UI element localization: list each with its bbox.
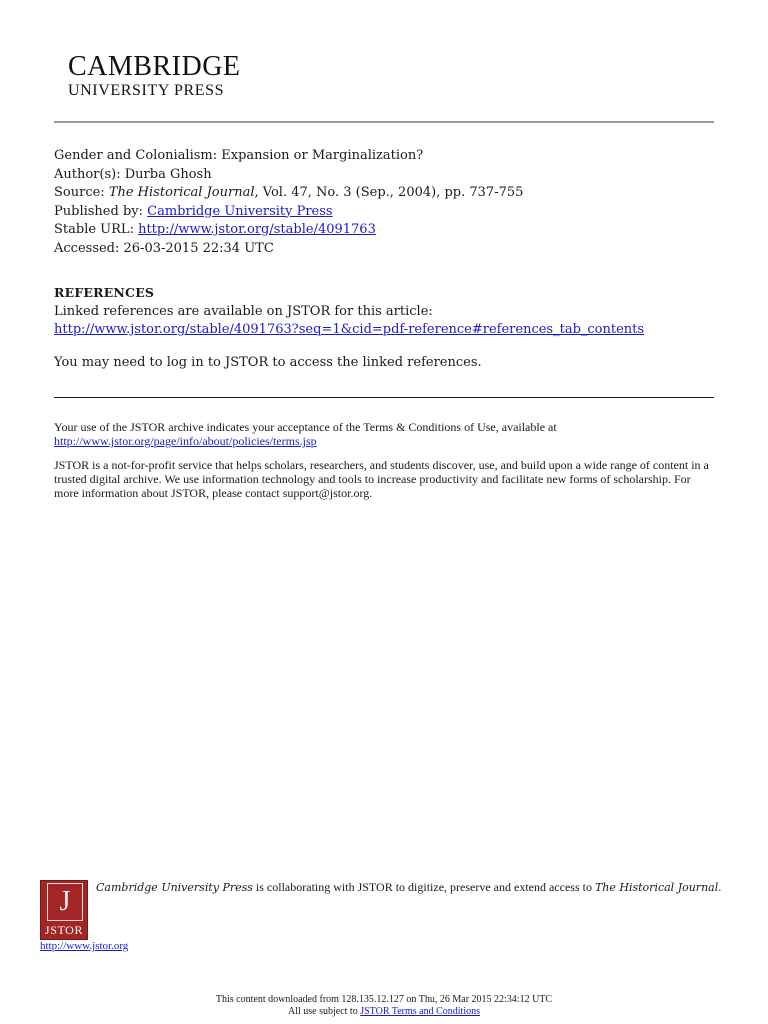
terms-text: Your use of the JSTOR archive indicates your acceptance of the Terms & Conditions of Use, available at (54, 420, 557, 434)
stable-url-row (54, 221, 714, 240)
references-heading: REFERENCES (54, 285, 155, 300)
jstor-logo-text: JSTOR (44, 923, 84, 937)
collab-middle: is collaborating with JSTOR to digitize, preserve and extend access to (252, 880, 595, 894)
middle-divider (54, 397, 714, 398)
source-label: Source: (54, 185, 109, 200)
article-title: Gender and Colonialism: Expansion or Marginalization? (54, 148, 424, 163)
author-row (54, 166, 714, 185)
article-metadata (54, 147, 714, 258)
publisher-link[interactable]: Cambridge University Press (147, 203, 333, 219)
logo-line-university-press: UNIVERSITY PRESS (68, 82, 225, 99)
footer-terms-link[interactable]: JSTOR Terms and Conditions (360, 1006, 480, 1017)
terms-notice (0, 1006, 768, 1018)
page-footer (0, 994, 768, 1018)
references-link[interactable]: http://www.jstor.org/stable/4091763?seq=1&cid=pdf-reference#references_tab_contents (54, 322, 645, 337)
logo-line-cambridge: CAMBRIDGE (68, 51, 241, 82)
jstor-logo[interactable] (40, 880, 88, 940)
collab-end: . (718, 880, 722, 894)
jstor-description: JSTOR is a not-for-profit service that helps scholars, researchers, and students discover, use, and build upon a wide range of content in a trusted digital archive. We use information technology and tools to increase productivity and facilitate new forms of scholarship. For more information about JSTOR, please contact support@jstor.org. (54, 458, 709, 500)
top-divider (54, 121, 714, 123)
accessed-row: Accessed: 26-03-2015 22:34 UTC (54, 240, 274, 256)
terms-link[interactable]: http://www.jstor.org/page/info/about/policies/terms.jsp (54, 434, 317, 448)
publisher-label: Published by: (54, 203, 148, 219)
stable-url-link[interactable]: http://www.jstor.org/stable/4091763 (138, 222, 376, 237)
terms-section (54, 420, 714, 510)
cambridge-logo (68, 52, 248, 100)
download-notice: This content downloaded from 128.135.12.127 on Thu, 26 Mar 2015 22:34:12 UTC (215, 994, 553, 1005)
jstor-emblem-icon: J (47, 883, 83, 921)
author-name: Durba Ghosh (124, 166, 212, 182)
author-label: Author(s): (54, 166, 125, 182)
login-note: You may need to log in to JSTOR to access the linked references. (54, 354, 482, 370)
collaboration-statement (96, 880, 736, 895)
references-intro: Linked references are available on JSTOR for this article: (54, 303, 433, 319)
collab-publisher: Cambridge University Press (96, 881, 253, 894)
source-details: , Vol. 47, No. 3 (Sep., 2004), pp. 737-755 (254, 185, 524, 200)
collab-journal: The Historical Journal (594, 881, 719, 894)
stable-url-label: Stable URL: (54, 222, 139, 237)
references-section (54, 284, 714, 372)
publisher-row (54, 203, 714, 222)
terms-notice-prefix: All use subject to (288, 1006, 361, 1017)
source-row (54, 184, 714, 203)
terms-paragraph (54, 420, 714, 448)
journal-title: The Historical Journal (108, 185, 255, 200)
jstor-home-link[interactable]: http://www.jstor.org (40, 940, 129, 952)
